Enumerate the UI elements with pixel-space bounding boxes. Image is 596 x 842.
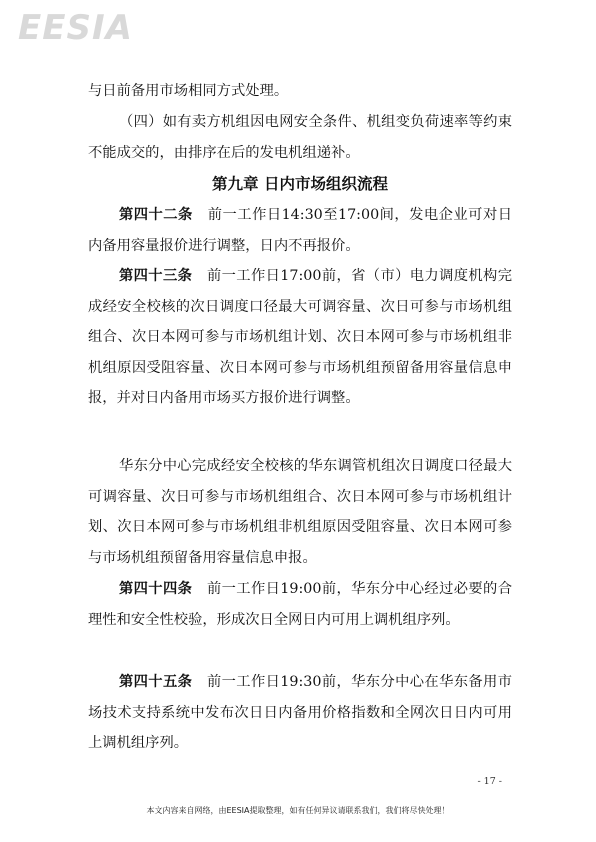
article-44 <box>88 574 512 635</box>
paragraph-east-china-center: 华东分中心完成经安全校核的华东调管机组次日调度口径最大可调容量、次日可参与市场机组组合、次日本网可参与市场机组计划、次日本网可参与市场机组非机组原因受阻容量、次日本网可参与市场机组预留备用容量信息申报。 <box>88 458 512 566</box>
article-42-label: 第四十二条 <box>119 207 193 223</box>
page-number: - 17 - <box>477 776 502 787</box>
article-43-text: 前一工作日17:00前，省（市）电力调度机构完成经安全校核的次日调度口径最大可调容量、次日可参与市场机组组合、次日本网可参与市场机组计划、次日本网可参与市场机组非机组原因受阻容量、次日本网可参与市场机组预留备用容量信息申报，并对日内备用市场买方报价进行调整。 <box>88 268 513 406</box>
eesia-logo: EESIA <box>18 8 133 48</box>
article-42 <box>88 200 512 261</box>
article-45-text: 前一工作日19:30前，华东分中心在华东备用市场技术支持系统中发布次日日内备用价格指数和全网次日日内可用上调机组序列。 <box>88 674 513 751</box>
article-43-label: 第四十三条 <box>119 268 193 284</box>
article-44-text: 前一工作日19:00前，华东分中心经过必要的合理性和安全性校验，形成次日全网日内可用上调机组序列。 <box>88 581 513 628</box>
article-43 <box>88 261 512 414</box>
article-44-label: 第四十四条 <box>119 581 193 597</box>
article-45-label: 第四十五条 <box>119 674 193 690</box>
footer-disclaimer: 本文内容来自网络，由EESIA提取整理，如有任何异议请联系我们，我们将尽快处理！ <box>146 806 450 815</box>
chapter-title: 第九章 日内市场组织流程 <box>212 175 388 193</box>
article-45 <box>88 667 512 759</box>
paragraph-continuation: 与日前备用市场相同方式处理。 <box>88 83 289 99</box>
paragraph-clause-four: （四）如有卖方机组因电网安全条件、机组变负荷速率等约束不能成交的，由排序在后的发电机组递补。 <box>88 114 512 161</box>
article-42-text: 前一工作日14:30至17:00间，发电企业可对日内备用容量报价进行调整，日内不再报价。 <box>88 207 512 254</box>
